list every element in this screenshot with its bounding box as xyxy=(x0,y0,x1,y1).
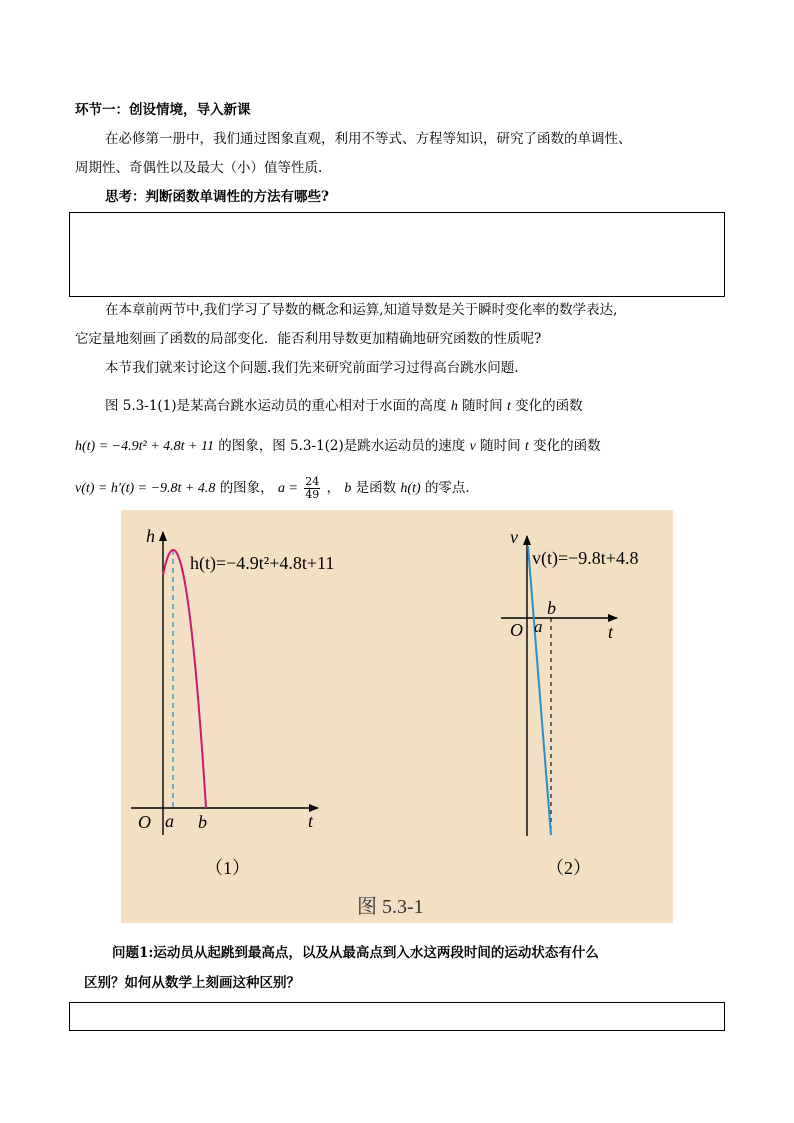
right-line-label: v(t)=−9.8t+4.8 xyxy=(532,548,639,568)
think-question: 判断函数单调性的方法有哪些? xyxy=(145,189,329,205)
fraction-24-49: $\frac{24}{49}$ xyxy=(305,475,320,501)
answer-box-think[interactable] xyxy=(69,212,725,297)
left-y-label: h xyxy=(146,526,155,546)
var-h: h xyxy=(450,399,458,414)
question1-label: 问题1: xyxy=(112,945,154,961)
var-v: v xyxy=(469,439,476,454)
section-heading: 环节一：创设情境，导入新课 xyxy=(75,102,251,118)
right-velocity-line xyxy=(528,546,551,835)
func-h: h(t) xyxy=(400,481,421,496)
right-origin: O xyxy=(510,620,523,640)
question1-line-2: 区别？如何从数学上刻画这种区别？ xyxy=(84,975,300,991)
left-point-b: b xyxy=(198,812,207,832)
figure-svg xyxy=(121,510,673,923)
para4-line-1: 图 5.3-1(1)是某高台跳水运动员的重心相对于水面的高度 h 随时间 t 变化的函数 xyxy=(105,398,583,414)
think-label: 思考： xyxy=(105,189,146,205)
left-point-a: a xyxy=(165,811,174,831)
figure-5-3-1 xyxy=(121,510,673,923)
left-curve-label: h(t)=−4.9t²+4.8t+11 xyxy=(190,553,335,573)
right-point-b: b xyxy=(547,598,556,618)
think-prompt xyxy=(105,187,329,207)
formula-h: h(t) = −4.9t² + 4.8t + 11 xyxy=(75,439,214,454)
left-origin: O xyxy=(138,812,151,832)
right-x-label: t xyxy=(608,622,614,642)
para2-line-2: 它定量地刻画了函数的局部变化．能否利用导数更加精确地研究函数的性质呢? xyxy=(75,331,542,347)
answer-box-question1[interactable] xyxy=(69,1002,725,1031)
a-equals: a = xyxy=(277,481,298,496)
right-y-label: v xyxy=(510,527,518,547)
var-b: b xyxy=(344,481,352,496)
question1-line-1: 问题1:运动员从起跳到最高点，以及从最高点到入水这两段时间的运动状态有什么 xyxy=(112,945,599,961)
left-x-label: t xyxy=(308,811,314,831)
para4-line-2: h(t) = −4.9t² + 4.8t + 11 的图象，图 5.3-1(2)是跳水运动员的速度 v 随时间 t 变化的函数 xyxy=(75,438,601,454)
right-point-a: a xyxy=(534,617,543,636)
var-t: t xyxy=(506,399,511,414)
formula-v: v(t) = h′(t) = −9.8t + 4.8 xyxy=(75,481,216,496)
para3: 本节我们就来讨论这个问题.我们先来研究前面学习过得高台跳水问题. xyxy=(105,360,519,376)
para4-line-3: v(t) = h′(t) = −9.8t + 4.8 的图象， a = $\frac{24}{49}$ ， b 是函数 h(t) 的零点. xyxy=(75,475,470,501)
right-graph-label: （2） xyxy=(546,858,591,878)
var-t-2: t xyxy=(524,439,529,454)
intro-line-1: 在必修第一册中，我们通过图象直观，利用不等式、方程等知识，研究了函数的单调性、 xyxy=(105,131,632,147)
para2-line-1: 在本章前两节中,我们学习了导数的概念和运算,知道导数是关于瞬时变化率的数学表达, xyxy=(105,302,618,318)
left-parabola xyxy=(163,550,206,808)
figure-caption: 图 5.3-1 xyxy=(357,896,424,918)
left-graph-label: （1） xyxy=(205,858,250,878)
intro-line-2: 周期性、奇偶性以及最大（小）值等性质. xyxy=(75,160,323,176)
